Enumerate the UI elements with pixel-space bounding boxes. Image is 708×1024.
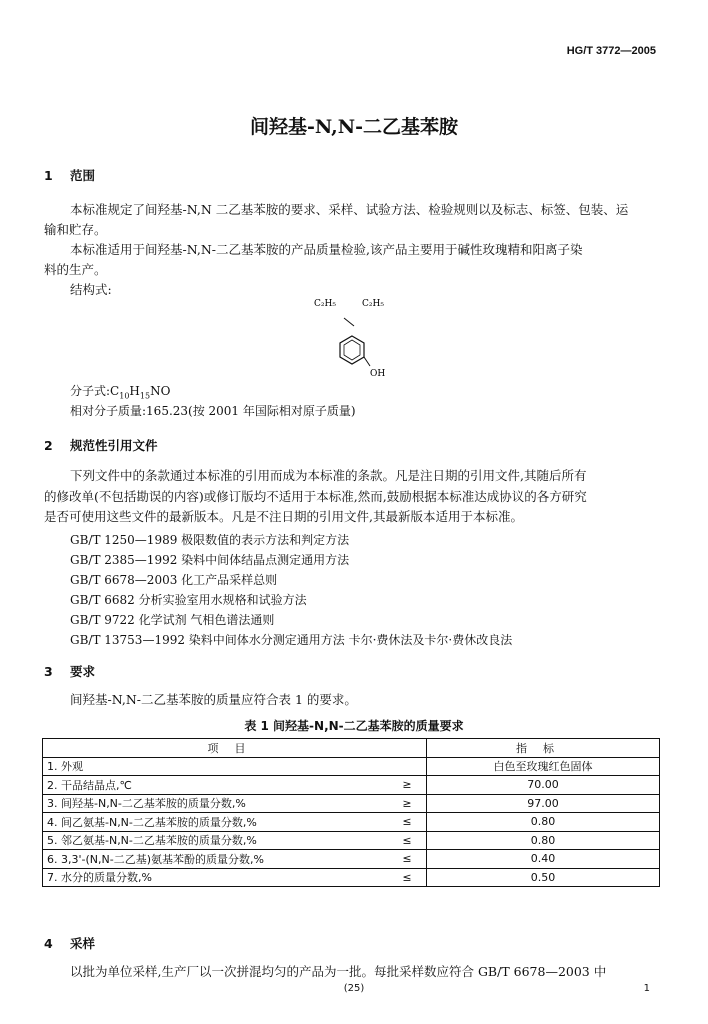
section-2-heading	[44, 436, 158, 454]
refs-intro-line-2: 的修改单(不包括勘误的内容)或修订版均不适用于本标准,然而,鼓励根据本标准达成协议的各方研究	[44, 489, 587, 504]
value-cell: 70.00	[427, 776, 660, 795]
section-number: 1	[44, 168, 53, 183]
table-row	[43, 868, 660, 887]
hydroxyl-group: OH	[370, 369, 386, 379]
sampling-text: 以批为单位采样,生产厂以一次拼混均匀的产品为一批。每批采样数应符合 GB/T 6678—2003 中	[70, 964, 607, 979]
requirement-text: 间羟基-N,N-二乙基苯胺的质量应符合表 1 的要求。	[70, 692, 357, 707]
reference-item: GB/T 6682 分析实验室用水规格和试验方法	[70, 593, 307, 607]
reference-item: GB/T 13753—1992 染料中间体水分测定通用方法 卡尔·费休法及卡尔·费休改良法	[70, 633, 513, 647]
quality-table	[42, 738, 660, 887]
standard-number: HG/T 3772—2005	[566, 45, 656, 57]
item-cell: 7. 水分的质量分数,%	[43, 868, 389, 887]
reference-item: GB/T 6678—2003 化工产品采样总则	[70, 573, 278, 587]
column-header-item: 项目	[43, 739, 427, 758]
document-title: 间羟基-N,N-二乙基苯胺	[250, 116, 458, 138]
table-row	[43, 850, 660, 869]
reference-item: GB/T 9722 化学试剂 气相色谱法通则	[70, 613, 275, 627]
symbol-cell: ≤	[388, 813, 427, 832]
reference-item: GB/T 2385—1992 染料中间体结晶点测定通用方法	[70, 553, 350, 567]
symbol-cell: ≤	[388, 868, 427, 887]
item-cell: 5. 邻乙氨基-N,N-二乙基苯胺的质量分数,%	[43, 831, 389, 850]
table-header-row	[43, 739, 660, 758]
symbol-cell: ≤	[388, 831, 427, 850]
table-row	[43, 813, 660, 832]
item-cell: 6. 3,3'-(N,N-二乙基)氨基苯酚的质量分数,%	[43, 850, 389, 869]
section-title: 范围	[70, 168, 96, 183]
scope-paragraph-2-line-2: 料的生产。	[44, 262, 107, 277]
item-cell: 1. 外观	[43, 757, 389, 776]
page-footer-center: (25)	[343, 983, 365, 994]
scope-paragraph-1-line-1: 本标准规定了间羟基-N,N 二乙基苯胺的要求、采样、试验方法、检验规则以及标志、标签、包装、运	[70, 202, 629, 217]
item-cell: 4. 间乙氨基-N,N-二乙基苯胺的质量分数,%	[43, 813, 389, 832]
value-cell: 0.50	[427, 868, 660, 887]
value-cell: 白色至玫瑰红色固体	[427, 757, 660, 776]
formula-c: C	[110, 384, 120, 398]
molecular-mass: 相对分子质量:165.23(按 2001 年国际相对原子质量)	[70, 404, 356, 418]
item-cell: 2. 干品结晶点,℃	[43, 776, 389, 795]
symbol-cell	[388, 757, 427, 776]
symbol-cell: ≥	[388, 776, 427, 795]
structure-label: 结构式:	[70, 282, 112, 297]
scope-paragraph-2-line-1: 本标准适用于间羟基-N,N-二乙基苯胺的产品质量检验,该产品主要用于碱性玫瑰精和阳离子染	[70, 242, 583, 257]
item-cell: 3. 间羟基-N,N-二乙基苯胺的质量分数,%	[43, 794, 389, 813]
section-3-heading	[44, 662, 95, 680]
section-4-heading	[44, 934, 95, 952]
section-1-heading	[44, 166, 95, 184]
refs-intro-line-1: 下列文件中的条款通过本标准的引用而成为本标准的条款。凡是注日期的引用文件,其随后所有	[70, 468, 587, 483]
section-number: 3	[44, 664, 53, 679]
formula-label: 分子式:	[70, 384, 111, 398]
reference-item: GB/T 1250—1989 极限数值的表示方法和判定方法	[70, 533, 350, 547]
table-row	[43, 776, 660, 795]
ethyl-group-right: C₂H₅	[362, 299, 384, 309]
table-row	[43, 831, 660, 850]
formula-h-count: 15	[139, 391, 151, 401]
formula-c-count: 10	[119, 391, 130, 401]
symbol-cell: ≥	[388, 794, 427, 813]
molecular-formula	[70, 382, 170, 400]
value-cell: 0.40	[427, 850, 660, 869]
section-number: 4	[44, 936, 53, 951]
formula-h: H	[129, 384, 140, 398]
section-number: 2	[44, 438, 53, 453]
section-title: 规范性引用文件	[70, 438, 158, 453]
table-row	[43, 794, 660, 813]
refs-intro-line-3: 是否可使用这些文件的最新版本。凡是不注日期的引用文件,其最新版本适用于本标准。	[44, 509, 523, 524]
section-title: 要求	[70, 664, 96, 679]
symbol-cell: ≤	[388, 850, 427, 869]
structure-diagram	[300, 294, 420, 386]
section-title: 采样	[70, 936, 96, 951]
formula-rest: NO	[150, 384, 171, 398]
column-header-value: 指标	[427, 739, 660, 758]
page-number: 1	[643, 983, 650, 994]
scope-paragraph-1-line-2: 输和贮存。	[44, 222, 107, 237]
value-cell: 0.80	[427, 831, 660, 850]
table-caption: 表 1 间羟基-N,N-二乙基苯胺的质量要求	[244, 719, 464, 733]
value-cell: 97.00	[427, 794, 660, 813]
ethyl-group-left: C₂H₅	[314, 299, 336, 309]
value-cell: 0.80	[427, 813, 660, 832]
table-row	[43, 757, 660, 776]
